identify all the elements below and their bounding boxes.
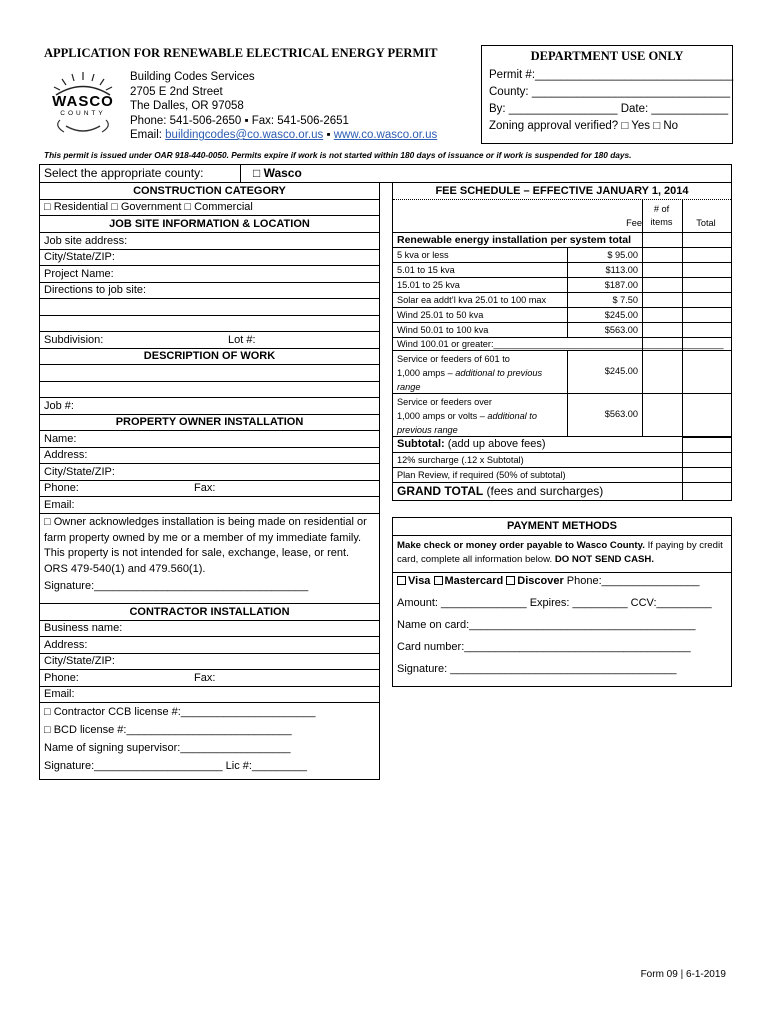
owner-address-field[interactable]: Address: xyxy=(40,448,379,464)
fee-row-label: Wind 50.01 to 100 kva xyxy=(397,325,489,335)
fee-row-label: Solar ea addt’l kva 25.01 to 100 max xyxy=(397,295,547,305)
permit-number-field[interactable]: Permit #:_______________________________ xyxy=(489,69,734,81)
email-label: Email: xyxy=(130,129,162,141)
department-use-box xyxy=(481,45,733,144)
construction-category-header: CONSTRUCTION CATEGORY xyxy=(40,183,379,200)
total-col-header: Total xyxy=(696,218,716,228)
service-601-label: Service or feeders of 601 to 1,000 amps – additional to previous range xyxy=(397,354,543,392)
owner-email-field[interactable]: Email: xyxy=(40,497,379,514)
visa-checkbox[interactable]: Visa xyxy=(397,575,430,587)
zoning-checkbox-row[interactable]: Zoning approval verified? □ Yes □ No xyxy=(489,120,679,132)
construction-category-options[interactable]: □ Residential □ Government □ Commercial xyxy=(40,200,379,216)
description-header: DESCRIPTION OF WORK xyxy=(40,349,379,365)
fee-row xyxy=(393,248,731,263)
contractor-fax-field[interactable]: Fax: xyxy=(194,672,216,684)
plan-review-row: Plan Review, if required (50% of subtotal) xyxy=(393,468,731,483)
contractor-signature-field[interactable]: Signature:_____________________ Lic #:_________ xyxy=(44,760,308,772)
payment-instructions: Make check or money order payable to Wasco County. If paying by credit card, complete all information below. DO NOT SEND CASH. xyxy=(393,536,731,573)
agency-address xyxy=(130,70,437,143)
county-select-row xyxy=(39,164,732,183)
payment-methods-box xyxy=(392,517,732,687)
owner-phone-row[interactable] xyxy=(40,481,379,497)
fee-row-label: 5 kva or less xyxy=(397,250,449,260)
fee-row-label: Wind 25.01 to 50 kva xyxy=(397,310,484,320)
job-number-field[interactable]: Job #: xyxy=(40,398,379,415)
job-city-state-zip-field[interactable]: City/State/ZIP: xyxy=(40,250,379,266)
owner-fax-field[interactable]: Fax: xyxy=(194,482,216,494)
owner-installation-header: PROPERTY OWNER INSTALLATION xyxy=(40,415,379,431)
contractor-city-field[interactable]: City/State/ZIP: xyxy=(40,654,379,670)
discover-checkbox[interactable]: Discover xyxy=(506,575,563,587)
separator: ▪ xyxy=(326,129,331,141)
directions-field[interactable]: Directions to job site: xyxy=(40,283,379,299)
fee-row-amount: $ 95.00 xyxy=(607,250,638,260)
logo-text: WASCO xyxy=(52,93,114,110)
fee-column-headers xyxy=(393,200,731,233)
agency-city: The Dalles, OR 97058 xyxy=(130,100,244,112)
payment-methods-header: PAYMENT METHODS xyxy=(393,518,731,536)
signing-supervisor-field[interactable]: Name of signing supervisor:__________________ xyxy=(44,742,291,754)
wasco-county-logo xyxy=(44,68,122,138)
renewable-section-header: Renewable energy installation per system total xyxy=(393,233,731,248)
owner-acknowledgement-block xyxy=(40,514,379,604)
owner-acknowledgement-text[interactable]: □ Owner acknowledges installation is being made on residential or farm property owned by me or a member of my immediate family. This property is not intended for sale, exchange, lease, or rent. ORS 479-540(1) and 479.560(1). xyxy=(44,516,367,575)
form-title: APPLICATION FOR RENEWABLE ELECTRICAL ENERGY PERMIT xyxy=(44,46,438,60)
fee-row-amount: $245.00 xyxy=(604,310,638,320)
service-601-fee: $245.00 xyxy=(604,366,638,376)
left-column xyxy=(39,182,380,780)
fee-row xyxy=(393,308,731,323)
project-name-field[interactable]: Project Name: xyxy=(40,266,379,283)
fee-row-amount: $113.00 xyxy=(605,265,638,275)
business-name-field[interactable]: Business name: xyxy=(40,621,379,637)
wind-greater-row[interactable]: Wind 100.01 or greater:_____________________________________________ xyxy=(393,338,731,351)
subdivision-row[interactable] xyxy=(40,332,379,349)
owner-signature-field[interactable]: Signature:___________________________________ xyxy=(44,580,309,592)
fee-row-amount: $187.00 xyxy=(604,280,638,290)
contractor-email-field[interactable]: Email: xyxy=(40,687,379,703)
fee-row xyxy=(393,278,731,293)
agency-street: 2705 E 2nd Street xyxy=(130,85,223,98)
card-number-field[interactable]: Card number:_____________________________________ xyxy=(397,641,691,653)
ccb-license-field[interactable]: □ Contractor CCB license #:______________________ xyxy=(44,706,316,718)
logo-subtext: COUNTY xyxy=(60,110,106,117)
payment-signature-field[interactable]: Signature: _____________________________________ xyxy=(397,663,677,675)
agency-name: Building Codes Services xyxy=(130,71,255,83)
owner-phone-field[interactable]: Phone: xyxy=(44,482,79,494)
subdivision-field[interactable]: Subdivision: xyxy=(44,334,104,346)
service-1000-fee: $563.00 xyxy=(604,409,638,419)
mastercard-checkbox[interactable]: Mastercard xyxy=(434,575,504,587)
department-title: DEPARTMENT USE ONLY xyxy=(530,49,684,63)
name-on-card-field[interactable]: Name on card:_____________________________________ xyxy=(397,619,696,631)
amount-expires-ccv-field[interactable]: Amount: ______________ Expires: _________ CCV:_________ xyxy=(397,597,712,609)
directions-line-2[interactable] xyxy=(40,299,379,316)
contractor-phone-field[interactable]: Phone: xyxy=(44,672,79,684)
description-line-1[interactable] xyxy=(40,365,379,382)
surcharge-row: 12% surcharge (.12 x Subtotal) xyxy=(393,453,731,468)
subtotal-row: Subtotal: (add up above fees) xyxy=(393,437,731,453)
job-site-header: JOB SITE INFORMATION & LOCATION xyxy=(40,216,379,233)
fee-row xyxy=(393,323,731,338)
fee-row xyxy=(393,263,731,278)
job-site-address-field[interactable]: Job site address: xyxy=(40,233,379,250)
website-link[interactable]: www.co.wasco.or.us xyxy=(333,129,438,141)
county-select-label: Select the appropriate county: xyxy=(44,166,204,180)
county-field[interactable]: County: _______________________________ xyxy=(489,86,731,98)
fee-col-header: Fee xyxy=(626,218,642,228)
contractor-phone-row[interactable] xyxy=(40,670,379,687)
contractor-address-field[interactable]: Address: xyxy=(40,637,379,654)
bcd-license-field[interactable]: □ BCD license #:___________________________ xyxy=(44,724,292,736)
owner-name-field[interactable]: Name: xyxy=(40,431,379,448)
permit-notice: This permit is issued under OAR 918-440-0050. Permits expire if work is not started within 180 days of issuance or if work is suspended for 180 days. xyxy=(44,150,632,160)
fee-schedule-table xyxy=(392,182,732,501)
description-line-2[interactable] xyxy=(40,382,379,398)
service-1000-row xyxy=(393,394,731,437)
lot-field[interactable]: Lot #: xyxy=(228,334,256,346)
fee-row-label: 5.01 to 15 kva xyxy=(397,265,455,275)
by-date-field[interactable]: By: _________________ Date: ____________ xyxy=(489,103,729,115)
owner-city-field[interactable]: City/State/ZIP: xyxy=(40,464,379,481)
total-column-lower xyxy=(682,437,732,501)
card-type-row xyxy=(397,575,700,587)
fee-row-amount: $ 7.50 xyxy=(612,295,638,305)
form-number: Form 09 | 6-1-2019 xyxy=(640,969,726,980)
fee-row xyxy=(393,293,731,308)
agency-phone-fax: Phone: 541-506-2650 ▪ Fax: 541-506-2651 xyxy=(130,114,349,127)
directions-line-3[interactable] xyxy=(40,316,379,332)
fee-schedule-header: FEE SCHEDULE – EFFECTIVE JANUARY 1, 2014 xyxy=(393,183,731,200)
grand-total-row: GRAND TOTAL (fees and surcharges) xyxy=(397,484,604,498)
fee-row-label: 15.01 to 25 kva xyxy=(397,280,460,290)
service-601-row xyxy=(393,351,731,394)
service-1000-label: Service or feeders over 1,000 amps or volts – additional to previous range xyxy=(397,397,537,435)
contractor-installation-header: CONTRACTOR INSTALLATION xyxy=(40,604,379,621)
items-col-header: # of items xyxy=(650,204,673,227)
payment-phone-field[interactable]: Phone:________________ xyxy=(563,575,700,587)
county-wasco-checkbox[interactable]: □ Wasco xyxy=(253,166,302,180)
fee-row-amount: $563.00 xyxy=(604,325,638,335)
email-link[interactable]: buildingcodes@co.wasco.or.us xyxy=(165,129,324,141)
